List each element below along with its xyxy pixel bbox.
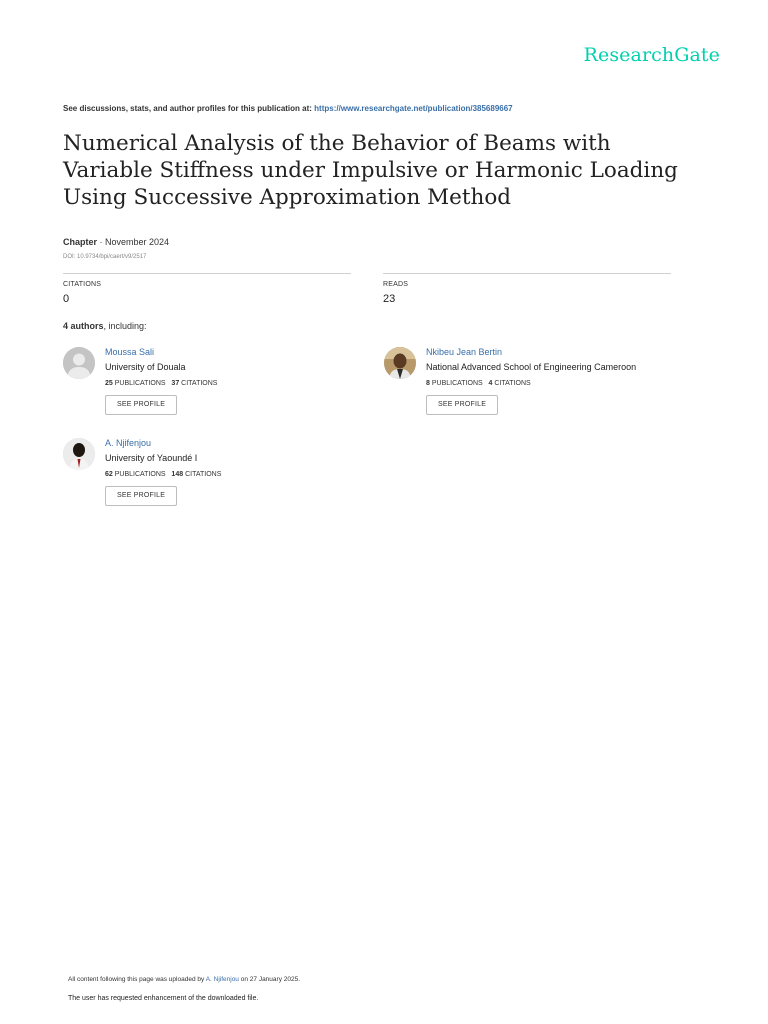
author-institution: University of Yaoundé I bbox=[105, 453, 198, 463]
see-profile-button[interactable]: SEE PROFILE bbox=[426, 395, 498, 415]
see-discussions-line bbox=[63, 104, 513, 113]
publication-title: Numerical Analysis of the Behavior of Beams with Variable Stiffness under Impulsive or Harmonic Loading Using Successive Approximation Method bbox=[63, 131, 678, 210]
upload-note-suffix: on 27 January 2025. bbox=[240, 976, 301, 983]
citations-count: 0 bbox=[63, 293, 70, 305]
author-publications-count: 25 bbox=[105, 380, 113, 387]
author-card bbox=[63, 438, 363, 518]
enhancement-note: The user has requested enhancement of the downloaded file. bbox=[68, 995, 259, 1002]
publication-doi: DOI: 10.9734/bpi/caert/v9/2517 bbox=[63, 254, 147, 260]
author-card bbox=[384, 347, 684, 427]
author-citations-count: 148 bbox=[171, 471, 184, 478]
see-profile-button[interactable]: SEE PROFILE bbox=[105, 395, 177, 415]
authors-count: 4 authors bbox=[63, 321, 104, 331]
author-photo-icon[interactable] bbox=[63, 438, 95, 470]
author-citations-count: 37 bbox=[171, 380, 180, 387]
researchgate-logo[interactable]: ResearchGate bbox=[583, 44, 720, 66]
authors-heading-rest: , including: bbox=[103, 321, 147, 331]
divider bbox=[383, 273, 671, 274]
upload-note bbox=[68, 976, 300, 983]
publication-url-link[interactable]: https://www.researchgate.net/publication/385689667 bbox=[314, 104, 513, 113]
citations-label: CITATIONS bbox=[63, 281, 102, 288]
author-publications-label: PUBLICATIONS bbox=[114, 471, 166, 478]
author-name-link[interactable]: Nkibeu Jean Bertin bbox=[426, 347, 503, 357]
author-name-link[interactable]: Moussa Sali bbox=[105, 347, 155, 357]
author-card bbox=[63, 347, 363, 427]
author-stats bbox=[426, 380, 531, 387]
reads-label: READS bbox=[383, 281, 409, 288]
authors-heading bbox=[63, 321, 147, 331]
author-institution: University of Douala bbox=[105, 362, 186, 372]
author-stats bbox=[105, 471, 221, 478]
author-name-link[interactable]: A. Njifenjou bbox=[105, 438, 152, 448]
publication-date: · November 2024 bbox=[99, 237, 170, 247]
reads-count: 23 bbox=[383, 293, 396, 305]
author-photo-icon[interactable] bbox=[384, 347, 416, 379]
see-profile-button[interactable]: SEE PROFILE bbox=[105, 486, 177, 506]
author-publications-label: PUBLICATIONS bbox=[431, 380, 483, 387]
author-citations-label: CITATIONS bbox=[185, 471, 222, 478]
author-publications-count: 8 bbox=[426, 380, 430, 387]
author-stats bbox=[105, 380, 217, 387]
author-citations-label: CITATIONS bbox=[494, 380, 531, 387]
upload-note-prefix: All content following this page was uploaded by bbox=[68, 976, 205, 983]
author-citations-label: CITATIONS bbox=[181, 380, 218, 387]
publication-type: Chapter bbox=[63, 237, 98, 247]
author-publications-count: 62 bbox=[105, 471, 113, 478]
uploader-link[interactable]: A. Njifenjou bbox=[205, 976, 239, 983]
author-publications-label: PUBLICATIONS bbox=[114, 380, 166, 387]
author-institution: National Advanced School of Engineering Cameroon bbox=[426, 362, 637, 372]
divider bbox=[63, 273, 351, 274]
default-avatar-icon[interactable] bbox=[63, 347, 95, 379]
see-discussions-text: See discussions, stats, and author profiles for this publication at: bbox=[63, 104, 312, 113]
publication-meta bbox=[63, 237, 169, 247]
author-citations-count: 4 bbox=[488, 380, 493, 387]
